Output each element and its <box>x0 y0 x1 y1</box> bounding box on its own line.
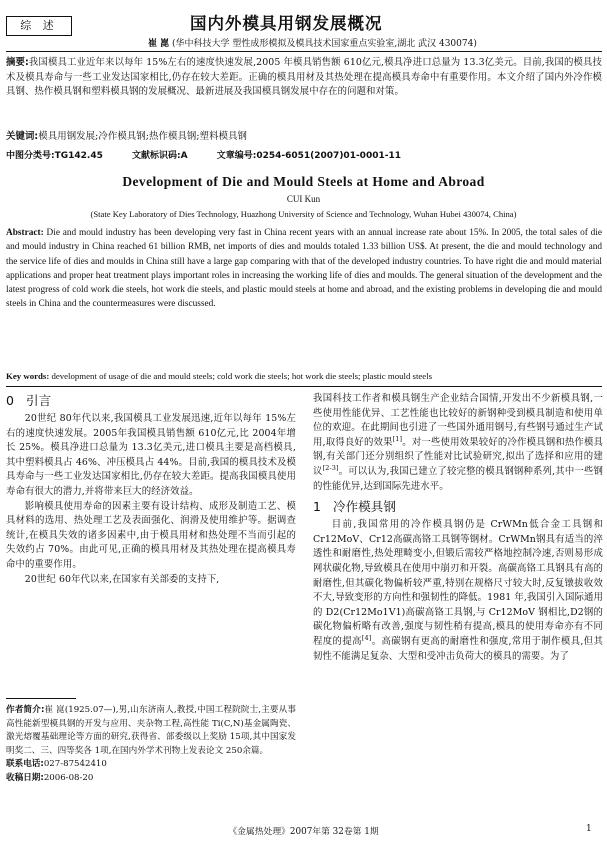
paragraph <box>313 392 603 494</box>
clc-number: 中图分类号:TG142.45 <box>6 151 103 161</box>
paragraph-text: 。高碳钢有更高的耐磨性和强度,常用于制作模具,但其韧性不能满足复杂、大型和受冲击负荷大的模具的需要。为了 <box>313 635 603 662</box>
author-name-en: CUI Kun <box>286 194 321 204</box>
paragraph: 影响模具使用寿命的因素主要有设计结构、成形及制造工艺、模具材料的选用、热处理工艺及表面强化、润滑及使用维护等。据调查统计,在模具失效的诸多因素中,由于模具用材和热处理不当而引起的失效约占 70%。由此可见,正确的模具用材及其热处理在提高模具寿命中的重要作用。 <box>6 500 296 570</box>
author-bio-text: 崔 崑(1925.07—),男,山东济南人,教授,中国工程院院士,主要从事高性能新型模具钢的开发与应用、夹杂物工程,高性能 Ti(C,N)基金属陶瓷、激光熔覆基础理论等方面的研究,获得省、部委级以上奖励 15项,其中国家发明奖二、三、四等奖各 1项,在国内外学术刊物上发表论文 250余篇。 <box>6 705 296 756</box>
citation[interactable]: [2-3] <box>322 463 339 472</box>
received-value: 2006-08-20 <box>43 772 94 783</box>
article-number: 文章编号:0254-6051(2007)01-0001-11 <box>216 151 401 161</box>
contact-phone <box>6 758 296 772</box>
section-number: 0 <box>6 393 15 408</box>
received-date <box>6 772 296 786</box>
section-heading-intro <box>6 392 296 410</box>
page-number: 1 <box>586 824 592 834</box>
abstract-en-label: Abstract: <box>6 228 44 238</box>
paragraph-text: 。对一些使用效果较好的冷作模具钢和热作模具钢,有关部门还分别组织了性能对比试验研究,拟出了选择和应用的建议 <box>313 436 603 477</box>
contact-value: 027-87542410 <box>43 759 107 770</box>
citation[interactable]: [1] <box>392 434 403 443</box>
author-line-cn <box>148 36 477 49</box>
abstract-cn-label: 摘要: <box>6 57 29 68</box>
article-title-cn: 国内外模具用钢发展概况 <box>190 14 383 33</box>
section-title: 引言 <box>26 393 52 408</box>
citation[interactable]: [4] <box>361 633 372 642</box>
abstract-cn-text: 我国模具工业近年来以每年 15%左右的速度快速发展,2005 年模具销售额 610亿元,模具净进口总量为 13.3亿美元。目前,我国的模具技术及模具寿命与一些工业发达国家相比,仍存在较大差距。正确的模具用材及其热处理在提高模具寿命中有重要作用。本文介绍了国内外冷作模具钢、热作模具钢和塑料模具钢的发展概况、最新进展及我国模具钢发展中存在的问题和对策。 <box>6 57 602 98</box>
footnote-rule <box>6 698 76 699</box>
author-footnote <box>6 704 296 786</box>
paragraph <box>313 518 603 664</box>
body-column-right <box>313 392 603 664</box>
classification-line <box>6 148 602 161</box>
abstract-en-text: Die and mould industry has been developing very fast in China recent years with an annual increase rate about 15%. In 2005, the total sales of die and mould industry in China reached 61 billion RMB, net imports of dies and moulds totaled 1.33 billion US$. At present, the die and mould technology and the service life of dies and moulds in China still have a large gap comparing with that of the developed industry countries. To have right die and mould material applications and proper heat treatment plays important roles in increasing the working life of dies and moulds. The general situation of the development and the latest progress of cold work die steels, hot work die steels, and plastic mould steels at home and abroad, and the existing problems in developing die and mould steels in China and the countermeasures were discussed. <box>6 228 603 310</box>
paragraph-text: 我国科技工作者和模具钢生产企业结合国情,开发出不少新模具钢,一些使用性能优异、工艺性能也比较好的新钢种受到模具制造和使用单位的欢迎。在此期间也引进了一些国外通用钢号,有些钢号通过生产试用,取得良好的效果 <box>313 393 603 448</box>
document-code: 文献标识码:A <box>132 151 188 161</box>
keywords-en <box>6 371 602 381</box>
author-affiliation-cn: (华中科技大学 塑性成形模拟及模具技术国家重点实验室,湖北 武汉 430074) <box>172 39 477 49</box>
section-tag: 综 述 <box>6 16 72 36</box>
author-bio-label: 作者简介: <box>6 705 45 715</box>
header-rule <box>6 51 602 52</box>
journal-footer: 《金属热处理》2007年第 32卷第 1期 <box>228 827 379 837</box>
abstract-en <box>6 226 602 312</box>
author-affiliation-en: (State Key Laboratory of Dies Technology, Huazhong University of Science and Technology, Wuhan Hubei 430074, China) <box>90 209 517 219</box>
keywords-cn-label: 关键词: <box>6 131 39 142</box>
keywords-en-text: development of usage of die and mould steels; cold work die steels; hot work die steels; plastic mould steels <box>51 371 433 381</box>
paragraph: 20世纪 80年代以来,我国模具工业发展迅速,近年以每年 15%左右的速度快速发展。2005年我国模具销售额 610亿元,比 2004年增长 25%。模具净进口总量为 13.3亿美元,进口模具主要是高档模具,其中塑料模具占 46%、冲压模具占 44%。目前,我国的模具技术及模具寿命与一些工业发达国家相比,仍存在较大差距。提高我国模具使用寿命有很大的潜力,并将带来巨大的经济效益。 <box>6 413 296 497</box>
article-title-en: Development of Die and Mould Steels at Home and Abroad <box>122 174 485 189</box>
section-title: 冷作模具钢 <box>333 499 397 515</box>
paragraph: 20世纪 60年代以来,在国家有关部委的支持下, <box>24 573 220 585</box>
body-column-left <box>6 392 296 587</box>
section-number: 1 <box>313 499 322 515</box>
keywords-cn <box>6 130 602 145</box>
abstract-cn <box>6 56 602 100</box>
contact-label: 联系电话: <box>6 759 44 770</box>
section-heading-cold-work <box>313 498 603 516</box>
received-label: 收稿日期: <box>6 772 44 783</box>
keywords-cn-text: 模具用钢发展;冷作模具钢;热作模具钢;塑料模具钢 <box>38 131 248 142</box>
keywords-en-label: Key words: <box>6 371 50 381</box>
paragraph-text: 目前,我国常用的冷作模具钢仍是 CrWMn低合金工具钢和 Cr12MoV、Cr12高碳高铬工具钢等钢材。CrWMn钢具有适当的淬透性和耐磨性,热处理畸变小,但锻后需较严格地控制冷速,否则易形成网状碳化物,导致模具在使用中崩刃和开裂。高碳高铬工具钢具有高的耐磨性,但其碳化物偏析较严重,特别在规格尺寸较大时,反复镦拔收效不大,导致变形的方向性和强韧性的降低。1981 年,我国引入国际通用的 D2(Cr12Mo1V1)高碳高铬工具钢,与 Cr12MoV 钢相比,D2钢的碳化物偏析略有改善,强度与韧性稍有提高,模具的使用寿命亦有不同程度的提高 <box>313 519 603 647</box>
abstract-rule <box>6 386 602 387</box>
author-bio <box>6 704 296 758</box>
paragraph-text: 。可以认为,我国已建立了较完整的模具钢钢种系列,其中一些钢的性能优异,达到国际先进水平。 <box>313 465 603 492</box>
author-name-cn: 崔 崑 <box>148 39 170 49</box>
